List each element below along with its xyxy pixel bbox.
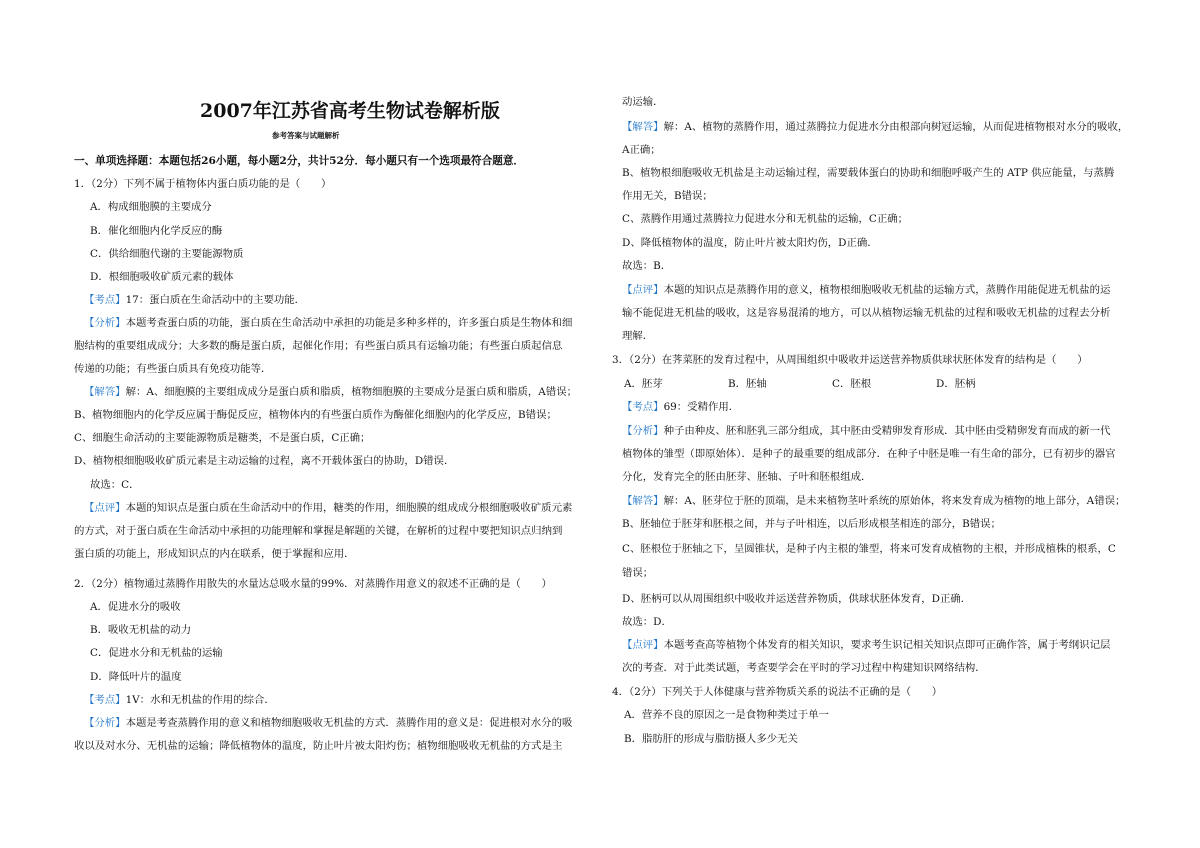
q2-jieda-1 [622, 120, 1128, 134]
q1-fenxi-1 [84, 316, 572, 330]
kaodian-tag: 【考点】 [84, 294, 126, 306]
jieda-tag: 【解答】 [622, 495, 664, 507]
q1-jieda-2: B、植物细胞内的化学反应属于酶促反应，植物体内的有些蛋白质作为酶催化细胞内的化学反应，B错误； [74, 409, 557, 421]
q2-fenxi-3: 动运输． [622, 96, 664, 108]
fenxi-text: 本题是考查蒸腾作用的意义和植物细胞吸收无机盐的方式．蒸腾作用的意义是：促进根对水分的吸 [125, 717, 573, 729]
q2-option-d: D．降低叶片的温度 [90, 671, 182, 683]
section-heading: 一、单项选择题：本题包括26小题，每小题2分，共计52分．每小题只有一个选项最符合题意． [74, 155, 525, 167]
fenxi-text: 种子由种皮、胚和胚乳三部分组成，其中胚由受精卵发育形成．其中胚由受精卵发育而成的新一代 [663, 425, 1111, 437]
q1-fenxi-2: 胞结构的重要组成成分；大多数的酶是蛋白质，起催化作用；有些蛋白质具有运输功能；有些蛋白质起信息 [74, 340, 563, 352]
fenxi-tag: 【分析】 [84, 717, 126, 729]
dianping-text: 本题的知识点是蒸腾作用的意义，植物根细胞吸收无机盐的运输方式，蒸腾作用能促进无机盐的运 [663, 284, 1111, 296]
fenxi-tag: 【分析】 [622, 425, 664, 437]
q4-option-b: B．脂肪肝的形成与脂肪摄人多少无关 [624, 733, 798, 745]
q3-fenxi-2: 植物体的雏型（即原始体）．是种子的最重要的组成部分．在种子中胚是唯一有生命的部分，已有初步的器官 [622, 448, 1116, 460]
dianping-tag: 【点评】 [622, 639, 664, 651]
q1-option-d: D．根细胞吸收矿质元素的载体 [90, 271, 234, 283]
q1-kaodian [84, 293, 305, 307]
q1-jieda-3: C、细胞生命活动的主要能源物质是糖类，不是蛋白质，C正确； [74, 432, 371, 444]
q2-jieda-4: 作用无关，B错误； [622, 190, 713, 202]
dianping-tag: 【点评】 [84, 502, 126, 514]
q3-option-d: D．胚柄 [936, 378, 976, 390]
q3-dianping-2: 次的考查．对于此类试题，考查要学会在平时的学习过程中构建知识网络结构． [622, 662, 986, 674]
q3-options [624, 377, 1040, 391]
q1-option-c: C．供给细胞代谢的主要能源物质 [90, 248, 244, 260]
q3-option-a: A．胚芽 [624, 378, 663, 390]
q3-answer: 故选：D． [622, 616, 672, 628]
q3-jieda-5: D、胚柄可以从周围组织中吸收并运送营养物质，供球状胚体发育，D正确． [622, 593, 972, 605]
q2-stem: 2．（2分）植物通过蒸腾作用散失的水量达总吸水量的99%．对蒸腾作用意义的叙述不正确的是（ ） [74, 578, 552, 590]
q3-option-b: B．胚轴 [728, 378, 767, 390]
q1-option-b: B．催化细胞内化学反应的酶 [90, 225, 223, 237]
q3-fenxi-1 [622, 424, 1110, 438]
q2-fenxi-1 [84, 716, 572, 730]
q2-option-b: B．吸收无机盐的动力 [90, 624, 192, 636]
q2-jieda-6: D、降低植物体的温度，防止叶片被太阳灼伤，D正确． [622, 237, 878, 249]
kaodian-text: 17：蛋白质在生命活动中的主要功能． [125, 294, 306, 306]
q1-dianping-1 [84, 501, 572, 515]
q2-fenxi-2: 收以及对水分、无机盐的运输；降低植物体的温度，防止叶片被太阳灼伤；植物细胞吸收无机盐的方式是主 [74, 740, 563, 752]
dianping-tag: 【点评】 [622, 284, 664, 296]
q2-dianping-2: 输不能促进无机盐的吸收，这是容易混淆的地方，可以从植物运输无机盐的过程和吸收无机盐的过程去分析 [622, 307, 1111, 319]
fenxi-tag: 【分析】 [84, 317, 126, 329]
q2-dianping-1 [622, 283, 1110, 297]
q2-option-c: C．促进水分和无机盐的运输 [90, 647, 223, 659]
jieda-tag: 【解答】 [84, 386, 126, 398]
q3-jieda-3: C、胚根位于胚轴之下，呈圆锥状，是种子内主根的雏型，将来可发育成植物的主根，并形成植株的根系，C [622, 543, 1116, 555]
q2-jieda-2: A正确； [622, 144, 661, 156]
kaodian-tag: 【考点】 [622, 401, 664, 413]
q2-jieda-5: C、蒸腾作用通过蒸腾拉力促进水分和无机盐的运输，C正确； [622, 213, 909, 225]
q1-dianping-3: 蛋白质的功能上，形成知识点的内在联系，便于掌握和应用． [74, 548, 355, 560]
fenxi-text: 本题考查蛋白质的功能，蛋白质在生命活动中承担的功能是多种多样的，许多蛋白质是生物体和细 [125, 317, 573, 329]
q3-kaodian [622, 400, 739, 414]
q1-answer: 故选：C． [90, 479, 140, 491]
q2-kaodian [84, 693, 275, 707]
q1-stem: 1．（2分）下列不属于植物体内蛋白质功能的是（ ） [74, 178, 332, 190]
jieda-text: 解：A、细胞膜的主要组成成分是蛋白质和脂质，植物细胞膜的主要成分是蛋白质和脂质，A错误； [125, 386, 577, 398]
q3-jieda-2: B、胚轴位于胚芽和胚根之间，并与子叶相连，以后形成根茎相连的部分，B错误； [622, 518, 1001, 530]
q1-jieda-1 [84, 385, 577, 399]
kaodian-text: 69：受精作用． [663, 401, 740, 413]
q4-stem: 4．（2分）下列关于人体健康与营养物质关系的说法不正确的是（ ） [612, 686, 943, 698]
q2-jieda-3: B、植物根细胞吸收无机盐是主动运输过程，需要载体蛋白的协助和细胞呼吸产生的 ATP 供应能量，与蒸腾 [622, 167, 1115, 179]
dianping-text: 本题考查高等植物个体发育的相关知识，要求考生识记相关知识点即可正确作答，属于考纲识记层 [663, 639, 1111, 651]
q2-option-a: A．促进水分的吸收 [90, 601, 181, 613]
q1-dianping-2: 的方式，对于蛋白质在生命活动中承担的功能理解和掌握是解题的关键，在解析的过程中要把知识点归纳到 [74, 525, 563, 537]
page-subtitle: 参考答案与试题解析 [272, 131, 340, 140]
q3-jieda-1 [622, 494, 1125, 508]
page-title: 2007年江苏省高考生物试卷解析版 [200, 100, 500, 122]
jieda-text: 解：A、胚芽位于胚的顶端，是未来植物茎叶系统的原始体，将来发育成为植物的地上部分，A错误； [663, 495, 1126, 507]
q1-jieda-4: D、植物根细胞吸收矿质元素是主动运输的过程，离不开载体蛋白的协助，D错误． [74, 455, 455, 467]
q1-fenxi-3: 传递的功能；有些蛋白质具有免疫功能等． [74, 363, 272, 375]
q3-jieda-4: 错误； [622, 567, 654, 579]
dianping-text: 本题的知识点是蛋白质在生命活动中的作用，糖类的作用，细胞膜的组成成分根细胞吸收矿质元素 [125, 502, 573, 514]
q1-option-a: A．构成细胞膜的主要成分 [90, 201, 212, 213]
q3-fenxi-3: 分化，发育完全的胚由胚芽、胚轴、子叶和胚根组成． [622, 471, 872, 483]
q3-dianping-1 [622, 638, 1110, 652]
kaodian-tag: 【考点】 [84, 694, 126, 706]
jieda-text: 解：A、植物的蒸腾作用，通过蒸腾拉力促进水分由根部向树冠运输，从而促进植物根对水分的吸收， [663, 121, 1129, 133]
kaodian-text: 1V：水和无机盐的作用的综合． [125, 694, 275, 706]
q2-answer: 故选：B． [622, 260, 672, 272]
q2-dianping-3: 理解． [622, 330, 654, 342]
q3-option-c: C．胚根 [832, 378, 872, 390]
jieda-tag: 【解答】 [622, 121, 664, 133]
q3-stem: 3．（2分）在荠菜胚的发育过程中，从周围组织中吸收并运送营养物质供球状胚体发育的结构是（ ） [612, 354, 1088, 366]
q4-option-a: A．营养不良的原因之一是食物种类过于单一 [624, 709, 829, 721]
